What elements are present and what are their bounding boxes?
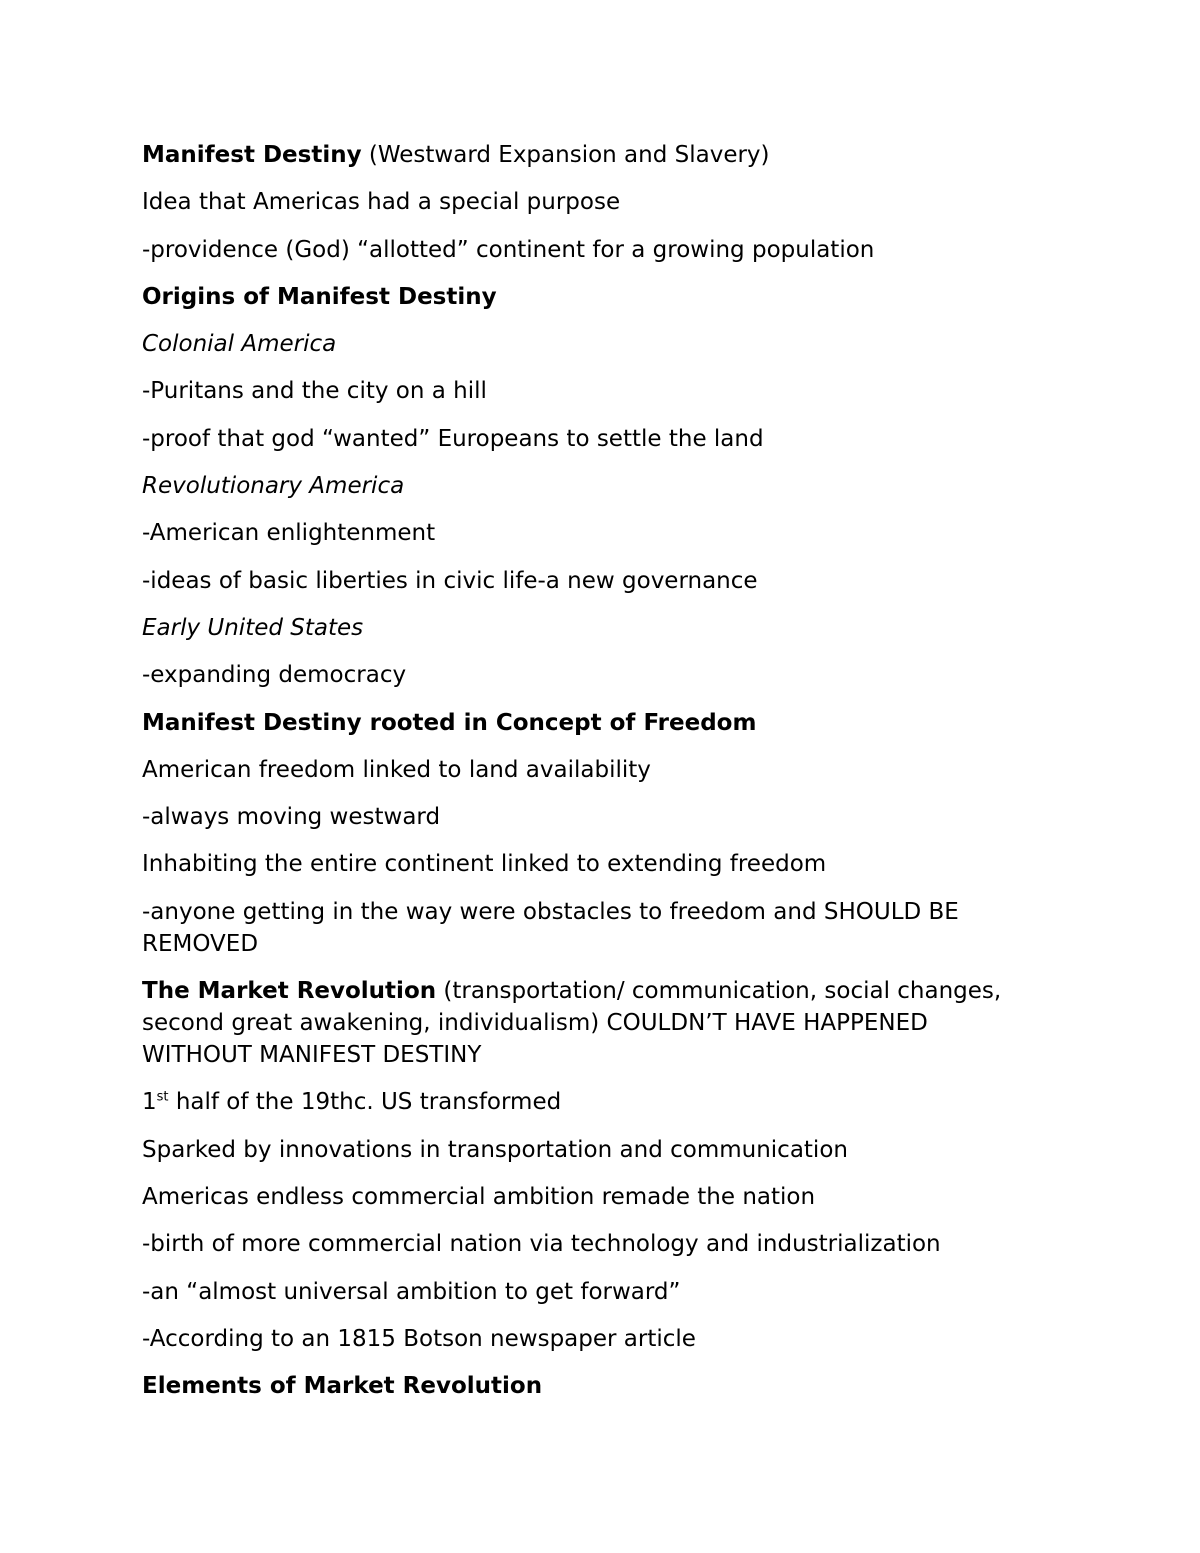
ordinal-suffix: st (156, 1089, 169, 1105)
paragraph: American freedom linked to land availability (142, 756, 651, 783)
paragraph: -proof that god “wanted” Europeans to settle the land (142, 425, 764, 452)
subheading-early-united-states: Early United States (142, 614, 364, 641)
paragraph: -anyone getting in the way were obstacles to freedom and SHOULD BE REMOVED (142, 898, 959, 957)
heading-origins: Origins of Manifest Destiny (142, 283, 497, 310)
subheading-revolutionary-america: Revolutionary America (142, 473, 405, 500)
heading-freedom: Manifest Destiny rooted in Concept of Freedom (142, 709, 757, 736)
ordinal-number: 1 (142, 1089, 157, 1116)
heading-elements: Elements of Market Revolution (142, 1373, 543, 1400)
heading-bold: The Market Revolution (142, 978, 437, 1005)
paragraph (142, 1086, 1042, 1118)
paragraph: -an “almost universal ambition to get forward” (142, 1278, 681, 1305)
paragraph: -birth of more commercial nation via technology and industrialization (142, 1231, 941, 1258)
paragraph: Americas endless commercial ambition remade the nation (142, 1183, 816, 1210)
paragraph: -expanding democracy (142, 662, 407, 689)
document-page (142, 139, 1042, 1417)
heading-bold: Manifest Destiny (142, 142, 362, 168)
paragraph-text: half of the 19thc. US transformed (168, 1089, 562, 1116)
paragraph: Idea that Americas had a special purpose (142, 189, 621, 216)
heading-manifest-destiny (142, 139, 1042, 171)
paragraph: Inhabiting the entire continent linked to extending freedom (142, 851, 827, 878)
paragraph: -ideas of basic liberties in civic life-a new governance (142, 567, 758, 594)
paragraph: -always moving westward (142, 804, 441, 831)
paragraph: Sparked by innovations in transportation and communication (142, 1136, 848, 1163)
heading-subtitle: (transportation/ communication, social changes, second great awakening, individualism) COULDN’T HAVE HAPPENED WITHOUT MANIFEST DESTINY (142, 978, 1002, 1069)
heading-subtitle: (Westward Expansion and Slavery) (361, 142, 770, 168)
paragraph: -Puritans and the city on a hill (142, 378, 487, 405)
heading-market-revolution (142, 975, 1042, 1071)
paragraph: -American enlightenment (142, 520, 436, 547)
subheading-colonial-america: Colonial America (142, 331, 337, 358)
paragraph: -providence (God) “allotted” continent for a growing population (142, 236, 875, 263)
paragraph: -According to an 1815 Botson newspaper article (142, 1325, 696, 1352)
